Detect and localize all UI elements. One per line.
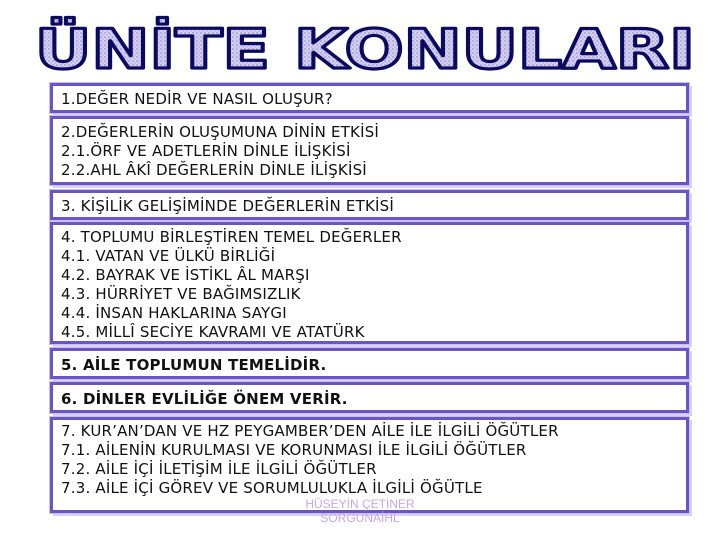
topic-4-3: 4.3. HÜRRİYET VE BAĞIMSIZLIK xyxy=(61,285,301,303)
author-credit xyxy=(280,497,440,525)
topic-7: 7. KUR’AN’DAN VE HZ PEYGAMBER’DEN AİLE İLE İLGİLİ ÖĞÜTLER xyxy=(61,422,559,440)
topic-box-6 xyxy=(50,382,689,413)
topic-box-4 xyxy=(50,222,689,344)
topic-box-1 xyxy=(50,83,689,113)
topic-box-2 xyxy=(50,116,689,185)
topic-2-1: 2.1.ÖRF VE ADETLERİN DİNLE İLİŞKİSİ xyxy=(61,142,351,160)
topic-1: 1.DEĞER NEDİR VE NASIL OLUŞUR? xyxy=(61,90,333,108)
topic-7-1: 7.1. AİLENİN KURULMASI VE KORUNMASI İLE İLGİLİ ÖĞÜTLER xyxy=(61,441,527,459)
topic-box-5 xyxy=(50,348,689,379)
topic-2: 2.DEĞERLERİN OLUŞUMUNA DİNİN ETKİSİ xyxy=(61,123,380,141)
topic-box-3 xyxy=(50,190,689,220)
page-title xyxy=(0,0,720,80)
topic-4-1: 4.1. VATAN VE ÜLKÜ BİRLİĞİ xyxy=(61,247,276,265)
topic-4-2: 4.2. BAYRAK VE İSTİKL ÂL MARŞI xyxy=(61,266,310,284)
topic-7-2: 7.2. AİLE İÇİ İLETİŞİM İLE İLGİLİ ÖĞÜTLER xyxy=(61,460,377,478)
topic-2-2: 2.2.AHL ÂKÎ DEĞERLERİN DİNLE İLİŞKİSİ xyxy=(61,161,367,179)
topic-4-4: 4.4. İNSAN HAKLARINA SAYGI xyxy=(61,304,287,322)
school-name: SORGUNAİHL xyxy=(320,511,400,525)
page-title-text: ÜNİTE KONULARI xyxy=(35,18,695,80)
topic-7-3: 7.3. AİLE İÇİ GÖREV VE SORUMLULUKLA İLGİLİ ÖĞÜTLE xyxy=(61,479,483,497)
topic-4: 4. TOPLUMU BİRLEŞTİREN TEMEL DEĞERLER xyxy=(61,228,402,246)
topic-5: 5. AİLE TOPLUMUN TEMELİDİR. xyxy=(61,356,327,374)
topic-3: 3. KİŞİLİK GELİŞİMİNDE DEĞERLERİN ETKİSİ xyxy=(61,197,394,215)
topic-6: 6. DİNLER EVLİLİĞE ÖNEM VERİR. xyxy=(61,390,348,408)
topic-4-5: 4.5. MİLLÎ SECİYE KAVRAMI VE ATATÜRK xyxy=(61,323,365,341)
author-name: HÜSEYİN ÇETİNER xyxy=(305,497,415,511)
